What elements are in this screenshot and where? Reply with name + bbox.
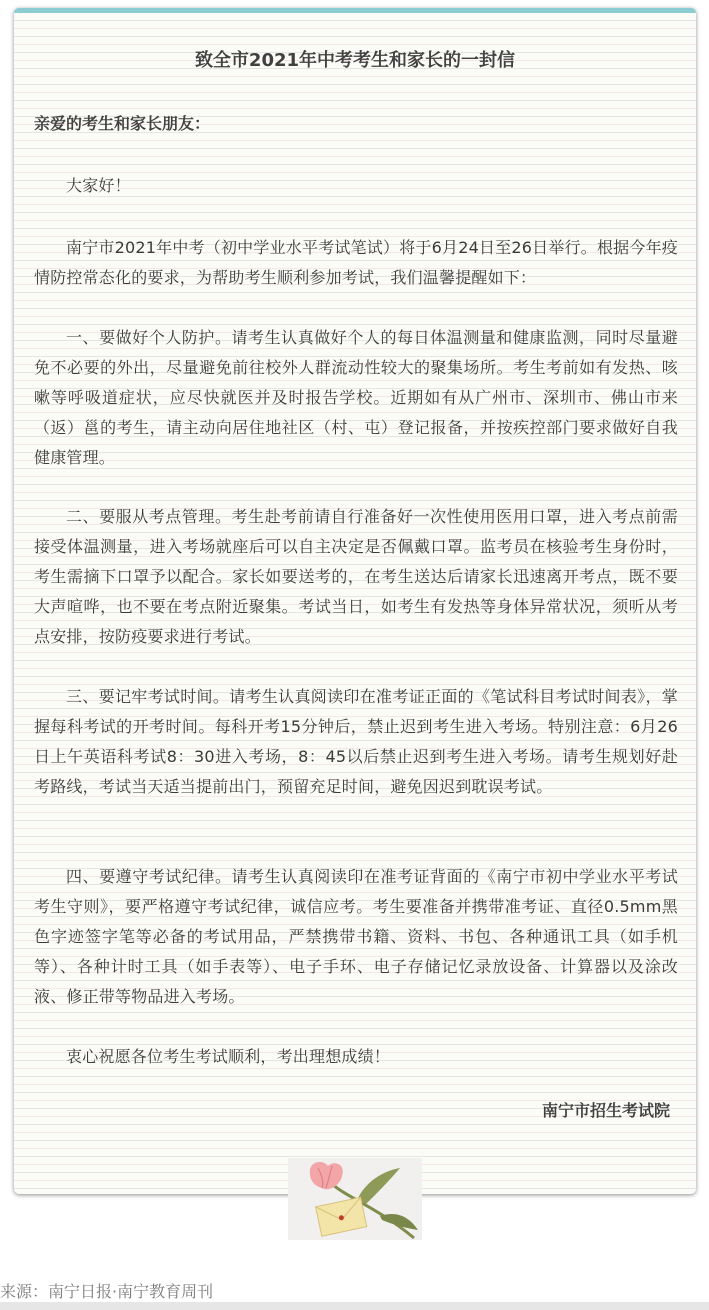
tulip-envelope-illustration xyxy=(288,1158,422,1240)
letter-greeting: 亲爱的考生和家长朋友： xyxy=(34,114,211,133)
letter-card xyxy=(14,8,696,1194)
letter-title: 致全市2021年中考考生和家长的一封信 xyxy=(194,50,516,71)
paragraph-schedule: 三、要记牢考试时间。请考生认真阅读印在准考证正面的《笔试科目考试时间表》，掌握每科考试的开考时间。每科开考15分钟后，禁止迟到考生进入考场。特别注意：6月26日上午英语科考试8：30进入考场，8：45以后禁止迟到考生进入考场。请考生规划好赴考路线，考试当天适当提前出门，预留充足时间，避免因迟到耽误考试。 xyxy=(34,687,678,796)
paragraph-discipline: 四、要遵守考试纪律。请考生认真阅读印在准考证背面的《南宁市初中学业水平考试考生守则》，要严格遵守考试纪律，诚信应考。考生要准备并携带准考证、直径0.5mm黑色字迹签字笔等必备的考试用品，严禁携带书籍、资料、书包、各种通讯工具（如手机等）、各种计时工具（如手表等）、电子手环、电子存储记忆录放设备、计算器以及涂改液、修正带等物品进入考场。 xyxy=(34,867,678,1006)
paragraph-intro: 南宁市2021年中考（初中学业水平考试笔试）将于6月24日至26日举行。根据今年疫情防控常态化的要求，为帮助考生顺利参加考试，我们温馨提醒如下： xyxy=(34,238,678,287)
paragraph-wishes: 衷心祝愿各位考生考试顺利，考出理想成绩！ xyxy=(66,1047,391,1066)
letter-signature: 南宁市招生考试院 xyxy=(541,1101,670,1120)
paragraph-hello: 大家好！ xyxy=(66,176,131,195)
bottom-divider xyxy=(0,1302,709,1310)
paragraph-protection: 一、要做好个人防护。请考生认真做好个人的每日体温测量和健康监测，同时尽量避免不必要的外出，尽量避免前往校外人群流动性较大的聚集场所。考生考前如有发热、咳嗽等呼吸道症状，应尽快就医并及时报告学校。近期如有从广州市、深圳市、佛山市来（返）邕的考生，请主动向居住地社区（村、屯）登记报备，并按疾控部门要求做好自我健康管理。 xyxy=(34,328,678,467)
source-credit: 来源：南宁日报·南宁教育周刊 xyxy=(0,1282,214,1301)
paragraph-management: 二、要服从考点管理。考生赴考前请自行准备好一次性使用医用口罩，进入考点前需接受体温测量，进入考场就座后可以自主决定是否佩戴口罩。监考员在核验考生身份时，考生需摘下口罩予以配合。家长如要送考的，在考生送达后请家长迅速离开考点，既不要大声喧哗，也不要在考点附近聚集。考试当日，如考生有发热等身体异常状况，须听从考点安排，按防疫要求进行考试。 xyxy=(34,507,678,646)
